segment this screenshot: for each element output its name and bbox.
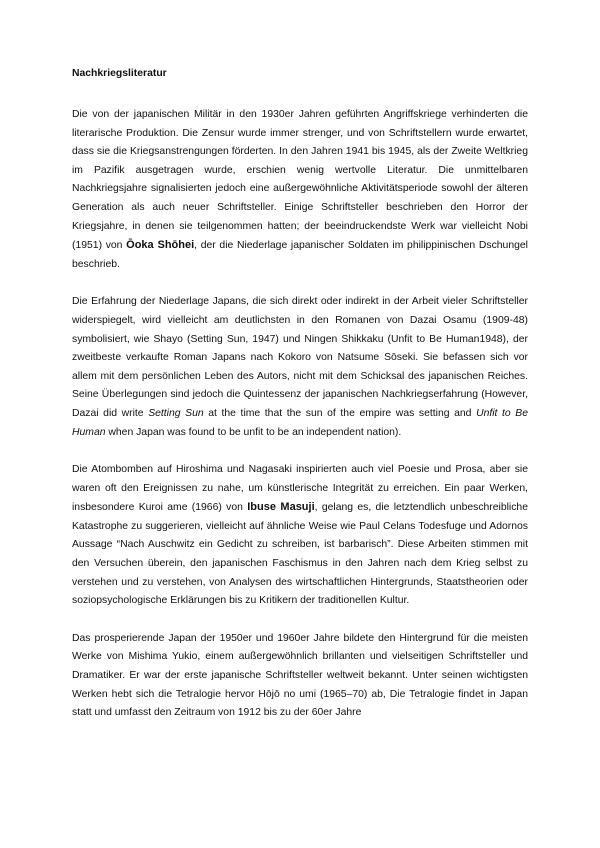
paragraph-gap [72, 442, 528, 461]
paragraph-gap [72, 611, 528, 630]
paragraph-2 [72, 293, 528, 442]
paragraph-3-text-end: , gelang es, die letztendlich unbeschreibliche Katastrophe zu suggerieren, vielleicht auf ähnliche Weise wie Paul Celans Todesfuge und Adornos Aussage “Nach Auschwitz ein Gedicht zu schreiben, ist barbarisch”. Diese Arbeiten stimmen mit den Versuchen überein, den japanischen Faschismus in den Jahren nach dem Krieg selbst zu verstehen und zu verstehen, von Analysen des wirtschaftlichen Hintergrunds, Staatstheorien oder soziopsychologische Erklärungen bis zu Kritikern der traditionellen Kultur. [72, 502, 528, 607]
paragraph-4 [72, 630, 528, 723]
paragraph-gap [72, 274, 528, 293]
paragraph-1 [72, 106, 528, 274]
author-name-ooka: Ōoka Shōhei [126, 239, 195, 252]
paragraph-2-text-end: when Japan was found to be unfit to be an independent nation). [105, 426, 402, 438]
paragraph-4-text: Das prosperierende Japan der 1950er und 1960er Jahre bildete den Hintergrund für die meisten Werke von Mishima Yukio, einem außergewöhnlich brillanten und vielseitigen Schriftsteller und Dramatiker. Er war der erste japanische Schriftsteller weltweit bekannt. Unter seinen wichtigsten Werken hebt sich die Tetralogie hervor Hōjō no umi (1965–70) ab, Die Tetralogie findet in Japan statt und umfasst den Zeitraum von 1912 bis zu der 60er Jahre [72, 632, 528, 719]
paragraph-2-text: Die Erfahrung der Niederlage Japans, die sich direkt oder indirekt in der Arbeit vieler Schriftsteller widerspiegelt, wird vielleicht am deutlichsten in den Romanen von Dazai Osamu (1909-48) symbolisiert, wie Shayo (Setting Sun, 1947) und Ningen Shikkaku (Unfit to Be Human1948), der zweitbeste verkaufte Roman Japans nach Kokoro von Natsume Sōseki. Sie befassen sich vor allem mit dem persönlichen Leben des Autors, nicht mit dem Schicksal des japanischen Reiches. Seine Überlegungen sind jedoch die Quintessenz der japanischen Nachkriegserfahrung (However, Dazai did write [72, 296, 528, 419]
title-unfit-to-be-human: Unfit to Be Human [72, 407, 529, 438]
author-name-ibuse: Ibuse Masuji [247, 501, 315, 514]
document-page [72, 67, 528, 723]
paragraph-2-text-mid: at the time that the sun of the empire was setting and [203, 407, 477, 419]
paragraph-3-text: Die Atombomben auf Hiroshima und Nagasaki inspirierten auch viel Poesie und Prosa, aber sie waren oft den Ereignissen zu nahe, um künstlerische Integrität zu erreichen. Ein paar Werken, insbesondere Kuroi ame (1966) von [72, 464, 528, 514]
paragraph-3 [72, 461, 528, 611]
paragraph-1-text: Die von der japanischen Militär in den 1930er Jahren geführten Angriffskriege verhinderten die literarische Produktion. Die Zensur wurde immer strenger, und von Schriftstellern wurde erwartet, dass sie die Kriegsanstrengungen förderten. In den Jahren 1941 bis 1945, als der Zweite Weltkrieg im Pazifik ausgetragen wurde, erschien wenig wertvolle Literatur. Die unmittelbaren Nachkriegsjahre signalisierten jedoch eine außergewöhnliche Aktivitätsperiode sowohl der älteren Generation als auch neuer Schriftsteller. Einige Schriftsteller beschrieben den Horror der Kriegsjahre, in denen sie teilgenommen hatten; der beeindruckendste Werk war vielleicht Nobi (1951) von [72, 109, 528, 252]
title-setting-sun: Setting Sun [148, 407, 204, 419]
document-title: Nachkriegsliteratur [72, 68, 167, 79]
paragraph-1-text-end: , der die Niederlage japanischer Soldaten im philippinischen Dschungel beschrieb. [72, 240, 528, 270]
